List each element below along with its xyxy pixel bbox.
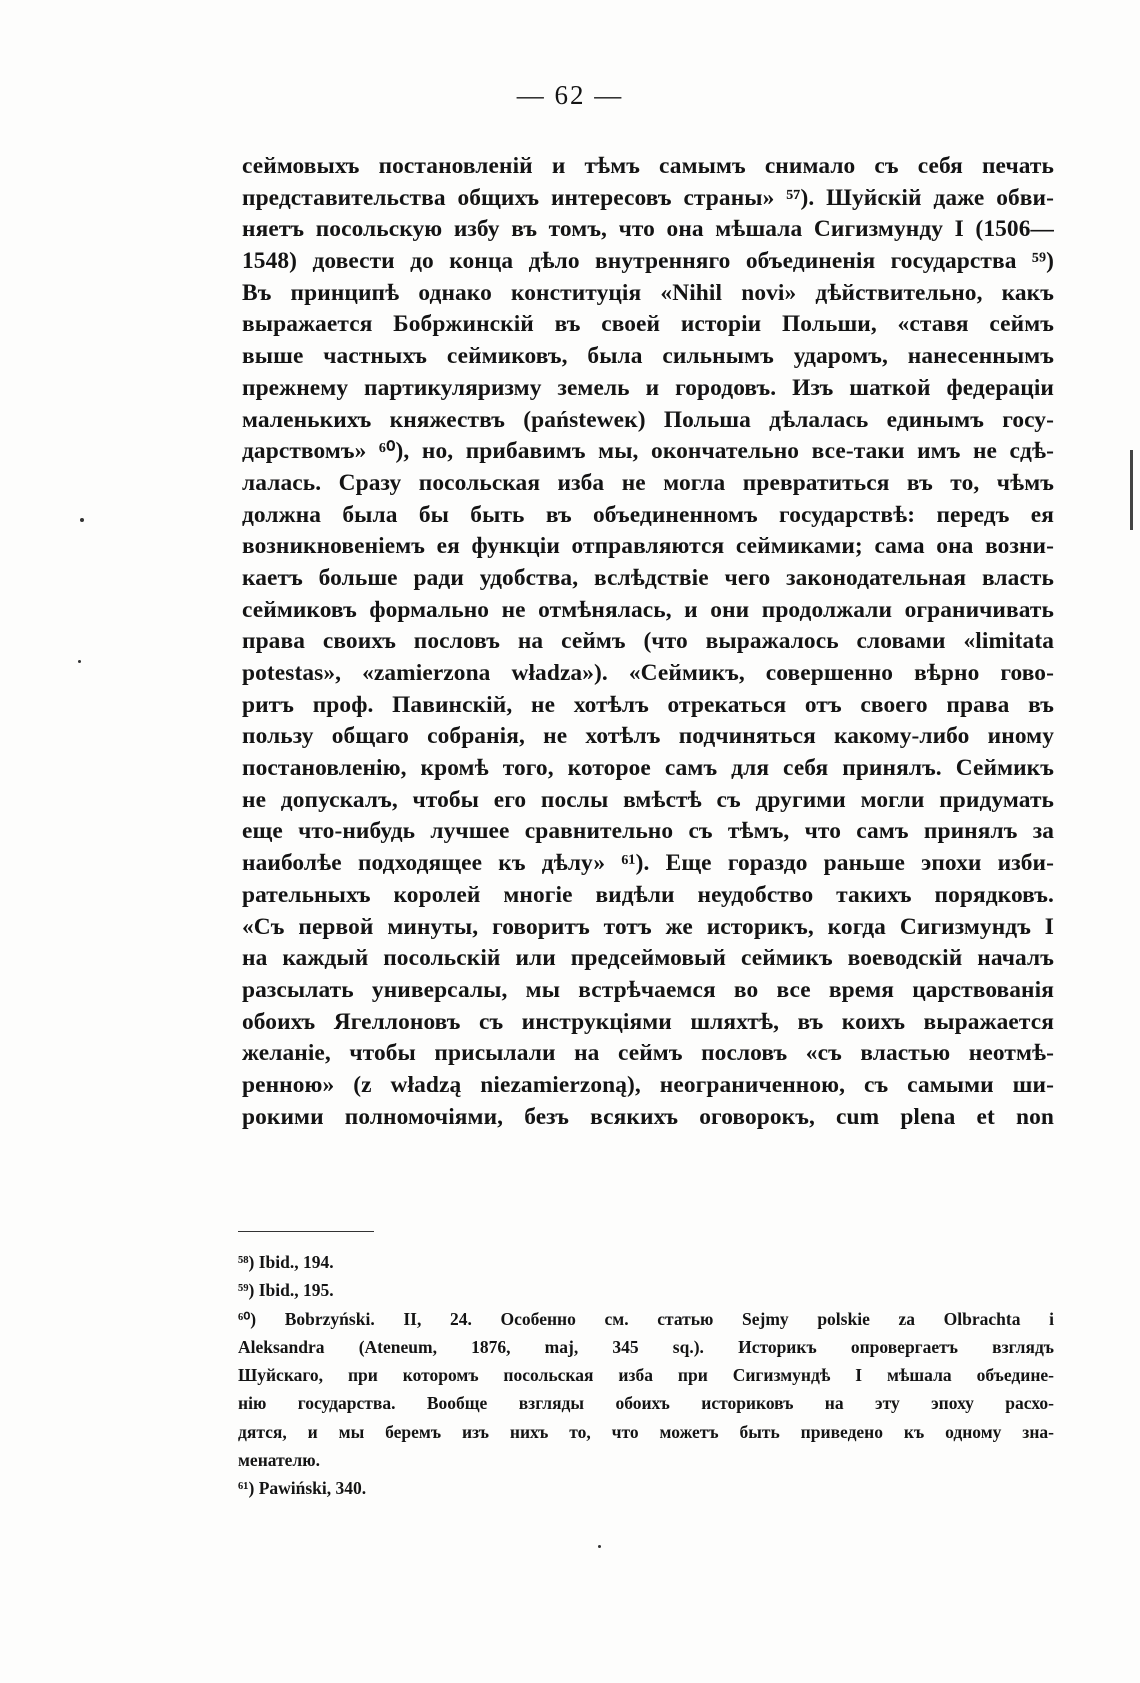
- body-line: выражается Бобржинскій въ своей исторіи Польши, «ставя сеймъ: [242, 311, 1054, 338]
- body-line: каетъ больше ради удобства, вслѣдствіе чего законодательная власть: [242, 564, 1054, 591]
- footnote-line: ⁵⁹) Ibid., 195.: [238, 1280, 334, 1301]
- body-line: разсылать универсалы, мы встрѣчаемся во все время царствованія: [242, 976, 1054, 1003]
- body-line: няетъ посольскую избу въ томъ, что она мѣшала Сигизмунду I (1506—: [242, 216, 1054, 243]
- body-line: дарствомъ» ⁶⁰), но, прибавимъ мы, окончательно все-таки имъ не сдѣ-: [242, 438, 1054, 465]
- body-line: рательныхъ королей многіе видѣли неудобство такихъ порядковъ.: [242, 881, 1054, 908]
- body-line: сеймовыхъ постановленій и тѣмъ самымъ снимало съ себя печать: [242, 153, 1054, 179]
- footnote-line: нію государства. Вообще взгляды обоихъ историковъ на эту эпоху расхо-: [238, 1393, 1054, 1414]
- footnote-line: Шуйскаго, при которомъ посольская изба при Сигизмундѣ I мѣшала объедине-: [238, 1365, 1054, 1386]
- scan-speck: [78, 660, 81, 663]
- footnote-line: ⁶¹) Pawiński, 340.: [238, 1478, 367, 1499]
- page-number: — 62 —: [516, 80, 624, 110]
- body-line: прежнему партикуляризму земель и городовъ. Изъ шаткой федераціи: [242, 374, 1054, 401]
- footnote-line: Aleksandra (Ateneum, 1876, maj, 345 sq.). Историкъ опровергаетъ взглядъ: [238, 1336, 1054, 1357]
- body-line: рокими полномочіями, безъ всякихъ оговорокъ, cum plena et non: [242, 1103, 1054, 1130]
- body-line: желаніе, чтобы присылали на сеймъ пословъ «съ властью неотмѣ-: [242, 1040, 1054, 1067]
- footnote-line: ⁵⁸) Ibid., 194.: [238, 1252, 334, 1272]
- body-line: наиболѣе подходящее къ дѣлу» ⁶¹). Еще гораздо раньше эпохи изби-: [242, 850, 1054, 877]
- scan-speck: [598, 1545, 601, 1548]
- body-line: лалась. Сразу посольская изба не могла превратиться въ то, чѣмъ: [242, 469, 1054, 496]
- body-line: пользу общаго собранія, не хотѣлъ подчиняться какому-либо иному: [242, 723, 1054, 750]
- body-line: обоихъ Ягеллоновъ съ инструкціями шляхтѣ, въ коихъ выражается: [242, 1008, 1054, 1035]
- body-line: potestas», «zamierzona władza»). «Сеймикъ, совершенно вѣрно гово-: [242, 660, 1054, 686]
- body-line: не допускалъ, чтобы его послы вмѣстѣ съ другими могли придумать: [242, 786, 1054, 813]
- footnotes: [238, 1248, 1054, 1503]
- body-line: на каждый посольскій или предсеймовый сеймикъ воеводскій началъ: [242, 945, 1054, 972]
- body-line: ритъ проф. Павинскій, не хотѣлъ отрекаться отъ своего права въ: [242, 691, 1054, 718]
- body-line: 1548) довести до конца дѣло внутренняго объединенія государства ⁵⁹): [242, 248, 1054, 275]
- body-line: сеймиковъ формально не отмѣнялась, и они продолжали ограничивать: [242, 596, 1054, 623]
- body-line: представительства общихъ интересовъ страны» ⁵⁷). Шуйскій даже обви-: [242, 184, 1054, 211]
- body-line: возникновеніемъ ея функціи отправляются сеймиками; сама она возни-: [242, 533, 1054, 560]
- footnote-line: менателю.: [238, 1450, 320, 1471]
- footnote-separator: [238, 1231, 374, 1232]
- body-line: права своихъ пословъ на сеймъ (что выражалось словами «limitata: [242, 628, 1054, 655]
- scan-edge-mark: [1130, 450, 1133, 530]
- body-line: Въ принципѣ однако конституція «Nihil novi» дѣйствительно, какъ: [242, 279, 1054, 306]
- body-line: еще что-нибудь лучшее сравнительно съ тѣмъ, что самъ принялъ за: [242, 818, 1054, 845]
- footnote-line: ⁶⁰) Bobrzyński. II, 24. Особенно см. статью Sejmy polskie za Olbrachta i: [238, 1308, 1054, 1329]
- body-line: должна была бы быть въ объединенномъ государствѣ: передъ ея: [242, 501, 1054, 528]
- body-line: «Съ первой минуты, говоритъ тотъ же историкъ, когда Сигизмундъ I: [242, 913, 1054, 940]
- body-line: ренною» (z władzą niezamierzoną), неограниченною, съ самыми ши-: [242, 1071, 1054, 1098]
- body-line: выше частныхъ сеймиковъ, была сильнымъ ударомъ, нанесеннымъ: [242, 343, 1054, 370]
- body-line: постановленію, кромѣ того, которое самъ для себя принялъ. Сеймикъ: [242, 755, 1054, 782]
- body-text: [242, 151, 1054, 1133]
- scan-speck: [80, 518, 84, 522]
- body-line: маленькихъ княжествъ (państeweк) Польша дѣлалась единымъ госу-: [242, 406, 1054, 433]
- footnote-line: дятся, и мы беремъ изъ нихъ то, что можетъ быть приведено къ одному зна-: [238, 1421, 1054, 1442]
